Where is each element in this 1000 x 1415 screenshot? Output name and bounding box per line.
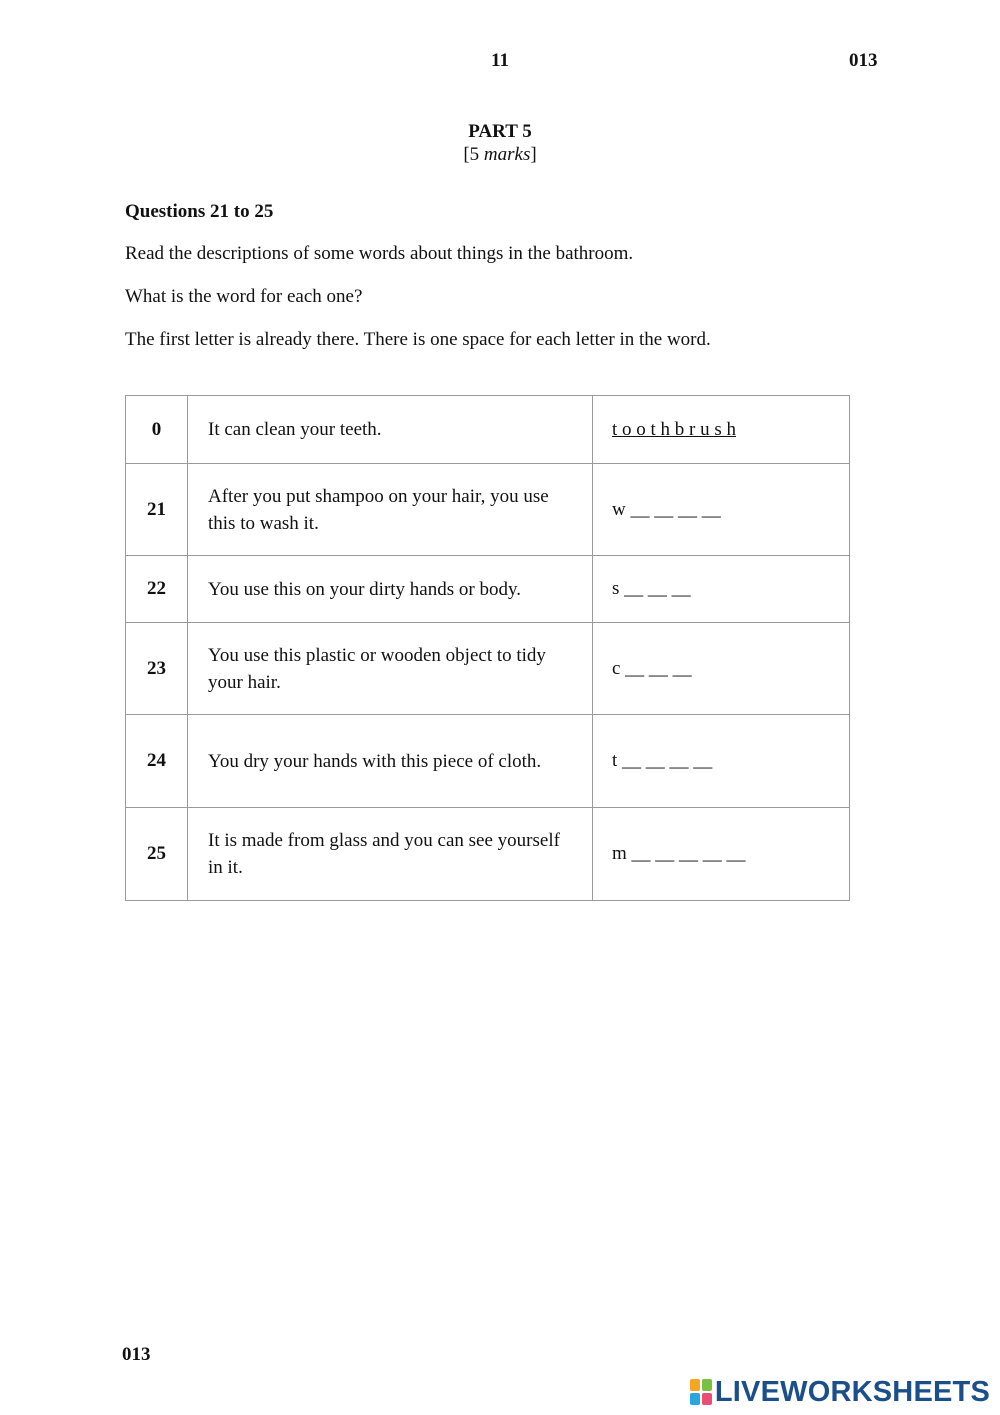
question-description: You dry your hands with this piece of cloth. xyxy=(188,715,593,808)
question-description: It is made from glass and you can see yourself in it. xyxy=(188,808,593,901)
document-code-bottom: 013 xyxy=(122,1344,151,1365)
marks-word: marks xyxy=(483,144,531,165)
table-row-21 xyxy=(126,464,850,556)
example-answer xyxy=(593,396,850,464)
logo-tile xyxy=(690,1393,700,1405)
question-number: 23 xyxy=(126,623,188,715)
logo-tile xyxy=(702,1379,712,1391)
answer-field-22[interactable]: s __ __ __ xyxy=(593,556,850,623)
page-number: 11 xyxy=(491,50,509,71)
instruction-1: Read the descriptions of some words about things in the bathroom. xyxy=(125,243,634,264)
answer-field-21[interactable]: w __ __ __ __ xyxy=(593,464,850,556)
question-number: 21 xyxy=(126,464,188,556)
answer-field-25[interactable]: m __ __ __ __ __ xyxy=(593,808,850,901)
logo-tile xyxy=(702,1393,712,1405)
question-description: You use this plastic or wooden object to tidy your hair. xyxy=(188,623,593,715)
question-number: 24 xyxy=(126,715,188,808)
questions-heading: Questions 21 to 25 xyxy=(125,201,274,222)
table-row-example xyxy=(126,396,850,464)
instruction-2: What is the word for each one? xyxy=(125,286,363,307)
logo-tile xyxy=(690,1379,700,1391)
question-table xyxy=(125,395,850,901)
liveworksheets-brand-text: LIVEWORKSHEETS xyxy=(714,1375,990,1408)
table-row-25 xyxy=(126,808,850,901)
question-description: It can clean your teeth. xyxy=(188,396,593,464)
instruction-3: The first letter is already there. There is one space for each letter in the word. xyxy=(125,329,711,350)
table-row-22 xyxy=(126,556,850,623)
table-row-24 xyxy=(126,715,850,808)
question-number: 22 xyxy=(126,556,188,623)
marks-close: ] xyxy=(530,144,537,165)
liveworksheets-watermark xyxy=(690,1373,990,1411)
table-row-23 xyxy=(126,623,850,715)
question-description: After you put shampoo on your hair, you use this to wash it. xyxy=(188,464,593,556)
question-number: 0 xyxy=(126,396,188,464)
example-answer-text: t o o t h b r u s h xyxy=(612,418,737,440)
liveworksheets-logo-icon xyxy=(690,1379,712,1405)
question-number: 25 xyxy=(126,808,188,901)
answer-field-23[interactable]: c __ __ __ xyxy=(593,623,850,715)
part-marks xyxy=(0,144,1000,166)
part-title: PART 5 xyxy=(468,121,532,142)
marks-open: [5 xyxy=(463,144,484,165)
document-code-top: 013 xyxy=(849,50,878,71)
answer-field-24[interactable]: t __ __ __ __ xyxy=(593,715,850,808)
question-description: You use this on your dirty hands or body. xyxy=(188,556,593,623)
